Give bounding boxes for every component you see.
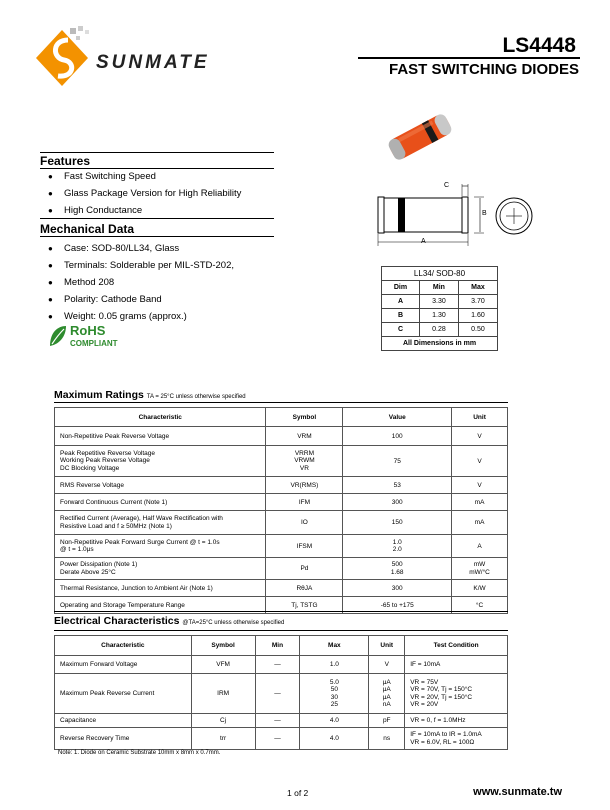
- brand-name: SUNMATE: [96, 52, 210, 73]
- column-header: Unit: [369, 636, 405, 656]
- table-row: Power Dissipation (Note 1) Derate Above 25°C Pd 500 1.68 mW mW/°C: [55, 558, 508, 580]
- dim-label-b: B: [482, 210, 487, 217]
- column-header: Min: [419, 281, 458, 295]
- list-item: ● Method 208: [48, 276, 234, 293]
- part-number: LS4448: [502, 34, 576, 57]
- mechanical-top-rule: [40, 218, 274, 219]
- table-row: Peak Repetitive Reverse Voltage Working Peak Reverse Voltage DC Blocking Voltage VRRM VRWM VR 75 V: [55, 446, 508, 477]
- list-item: ● Glass Package Version for High Reliability: [48, 187, 241, 204]
- column-header: Dim: [382, 281, 420, 295]
- column-header: Min: [255, 636, 300, 656]
- max-ratings-condition: TA = 25°C unless otherwise specified: [146, 394, 246, 400]
- elec-char-table: [54, 635, 508, 750]
- rohs-subtitle: COMPLIANT: [70, 339, 118, 348]
- list-item: ● Polarity: Cathode Band: [48, 293, 234, 310]
- mechanical-bottom-rule: [40, 236, 274, 237]
- dim-label-c: C: [444, 182, 450, 189]
- elec-char-heading: Electrical Characteristics @TA=25°C unless otherwise specified: [54, 615, 285, 627]
- dimension-table-caption: LL34/ SOD-80: [382, 267, 498, 281]
- page-number: 1 of 2: [287, 788, 309, 798]
- features-list: [48, 170, 241, 221]
- list-item: ● Terminals: Solderable per MIL-STD-202,: [48, 259, 234, 276]
- mechanical-heading: Mechanical Data: [40, 222, 135, 236]
- table-row: RMS Reverse Voltage VR(RMS) 53 V: [55, 477, 508, 494]
- column-header: Test Condition: [405, 636, 508, 656]
- rohs-title: RoHS: [70, 323, 106, 338]
- column-header: Symbol: [191, 636, 255, 656]
- table-row: A 3.30 3.70: [382, 295, 498, 309]
- elec-char-rule: [54, 630, 508, 631]
- table-row: Reverse Recovery Time trr — 4.0 ns IF = 10mA to IR = 1.0mA VR = 6.0V, RL = 100Ω: [55, 728, 508, 750]
- table-row: Forward Continuous Current (Note 1) IFM 300 mA: [55, 494, 508, 511]
- table-row: Rectified Current (Average), Half Wave Rectification with Resistive Load and f ≥ 50MHz (Note 1) IO 150 mA: [55, 511, 508, 535]
- column-header: Characteristic: [55, 408, 266, 427]
- column-header: Characteristic: [55, 636, 192, 656]
- column-header: Max: [458, 281, 497, 295]
- table-row: Capacitance Cj — 4.0 pF VR = 0, f = 1.0MHz: [55, 714, 508, 728]
- table-row: Maximum Forward Voltage VFM — 1.0 V IF = 10mA: [55, 656, 508, 674]
- column-header: Unit: [452, 408, 508, 427]
- elec-char-top-rule: [54, 611, 508, 612]
- table-row: Maximum Peak Reverse Current IRM — 5.0 50 30 25 μA μA μA nA VR = 75V VR = 70V, Tj = 150°C VR = 20V, Tj = 150°C VR = 20V: [55, 674, 508, 714]
- table-row: C 0.28 0.50: [382, 323, 498, 337]
- list-item: ● Case: SOD-80/LL34, Glass: [48, 242, 234, 259]
- column-header: Symbol: [266, 408, 343, 427]
- mechanical-list: [48, 242, 234, 327]
- header-divider: [358, 57, 580, 59]
- package-outline-drawing: [374, 180, 534, 252]
- features-bottom-rule: [40, 168, 274, 169]
- column-header: Max: [300, 636, 369, 656]
- list-item: ● Weight: 0.05 grams (approx.): [48, 310, 234, 327]
- dim-label-a: A: [421, 238, 426, 245]
- dimension-table: [381, 266, 498, 351]
- table-row: Non-Repetitive Peak Reverse Voltage VRM 100 V: [55, 427, 508, 446]
- list-item: ● High Conductance: [48, 204, 241, 221]
- list-item: ● Fast Switching Speed: [48, 170, 241, 187]
- table-row: Thermal Resistance, Junction to Ambient Air (Note 1) RθJA 300 K/W: [55, 580, 508, 597]
- features-top-rule: [40, 152, 274, 153]
- max-ratings-heading: Maximum Ratings TA = 25°C unless otherwise specified: [54, 389, 246, 401]
- part-title: FAST SWITCHING DIODES: [388, 61, 579, 78]
- table-row: Non-Repetitive Peak Forward Surge Current @ t = 1.0s @ t = 1.0μs IFSM 1.0 2.0 A: [55, 535, 508, 558]
- max-ratings-rule: [54, 402, 508, 403]
- elec-char-condition: @TA=25°C unless otherwise specified: [182, 620, 285, 626]
- website-link[interactable]: www.sunmate.tw: [473, 786, 562, 798]
- rohs-leaf-icon: [48, 324, 68, 348]
- features-heading: Features: [40, 154, 91, 168]
- max-ratings-table: [54, 407, 508, 614]
- table-row: B 1.30 1.60: [382, 309, 498, 323]
- table-row: Operating and Storage Temperature Range Tj, TSTG -65 to +175 °C: [55, 597, 508, 614]
- dimension-table-footer: All Dimensions in mm: [382, 337, 498, 351]
- diode-photo: [380, 112, 460, 162]
- footnote: Note: 1. Diode on Ceramic Substrate 10mm x 8mm x 0.7mm.: [58, 750, 221, 756]
- column-header: Value: [343, 408, 452, 427]
